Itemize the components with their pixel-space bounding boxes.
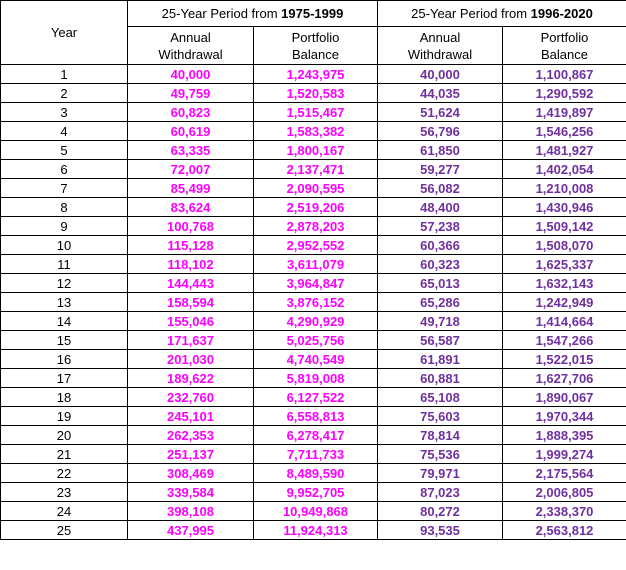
period1-withdrawal-cell: 100,768 xyxy=(128,217,254,236)
year-cell: 10 xyxy=(1,236,128,255)
table-row xyxy=(1,483,626,502)
table-row xyxy=(1,255,626,274)
period2-withdrawal-header xyxy=(378,27,503,65)
period1-balance-cell: 8,489,590 xyxy=(254,464,378,483)
period2-withdrawal-cell: 56,796 xyxy=(378,122,503,141)
table-row xyxy=(1,445,626,464)
year-cell: 8 xyxy=(1,198,128,217)
year-cell: 7 xyxy=(1,179,128,198)
withdrawal-header-line2: Withdrawal xyxy=(407,46,473,62)
year-header-label: Year xyxy=(50,25,78,40)
period1-withdrawal-cell: 189,622 xyxy=(128,369,254,388)
period2-balance-cell: 2,563,812 xyxy=(503,521,626,540)
year-cell: 5 xyxy=(1,141,128,160)
period1-balance-cell: 6,127,522 xyxy=(254,388,378,407)
year-cell: 2 xyxy=(1,84,128,103)
year-cell: 18 xyxy=(1,388,128,407)
period2-balance-cell: 1,970,344 xyxy=(503,407,626,426)
year-cell: 1 xyxy=(1,65,128,84)
period2-withdrawal-cell: 59,277 xyxy=(378,160,503,179)
period2-withdrawal-cell: 60,323 xyxy=(378,255,503,274)
period2-withdrawal-cell: 61,850 xyxy=(378,141,503,160)
period1-withdrawal-cell: 85,499 xyxy=(128,179,254,198)
period1-balance-cell: 5,025,756 xyxy=(254,331,378,350)
period1-withdrawal-cell: 201,030 xyxy=(128,350,254,369)
period1-withdrawal-cell: 262,353 xyxy=(128,426,254,445)
table-row xyxy=(1,312,626,331)
period1-balance-cell: 1,515,467 xyxy=(254,103,378,122)
period2-withdrawal-cell: 61,891 xyxy=(378,350,503,369)
year-cell: 17 xyxy=(1,369,128,388)
period2-withdrawal-cell: 51,624 xyxy=(378,103,503,122)
period1-balance-cell: 1,583,382 xyxy=(254,122,378,141)
table-row xyxy=(1,331,626,350)
year-cell: 11 xyxy=(1,255,128,274)
period1-header xyxy=(128,1,378,27)
period1-withdrawal-cell: 49,759 xyxy=(128,84,254,103)
table-row xyxy=(1,407,626,426)
balance-header-line1: Portfolio xyxy=(291,29,340,45)
period1-withdrawal-cell: 63,335 xyxy=(128,141,254,160)
year-cell: 6 xyxy=(1,160,128,179)
year-cell: 19 xyxy=(1,407,128,426)
period2-balance-cell: 1,522,015 xyxy=(503,350,626,369)
period2-withdrawal-cell: 75,603 xyxy=(378,407,503,426)
period1-withdrawal-cell: 158,594 xyxy=(128,293,254,312)
period1-balance-cell: 1,520,583 xyxy=(254,84,378,103)
header-row-periods xyxy=(1,1,626,27)
period1-balance-cell: 2,952,552 xyxy=(254,236,378,255)
period1-withdrawal-cell: 60,823 xyxy=(128,103,254,122)
table-row xyxy=(1,141,626,160)
table-row xyxy=(1,122,626,141)
period2-balance-cell: 1,888,395 xyxy=(503,426,626,445)
period2-balance-cell: 1,414,664 xyxy=(503,312,626,331)
period2-header xyxy=(378,1,626,27)
table-row xyxy=(1,502,626,521)
period2-withdrawal-cell: 87,023 xyxy=(378,483,503,502)
year-cell: 25 xyxy=(1,521,128,540)
table-row xyxy=(1,350,626,369)
period2-withdrawal-cell: 65,013 xyxy=(378,274,503,293)
period2-withdrawal-cell: 57,238 xyxy=(378,217,503,236)
year-cell: 13 xyxy=(1,293,128,312)
period2-withdrawal-cell: 78,814 xyxy=(378,426,503,445)
period1-balance-cell: 5,819,008 xyxy=(254,369,378,388)
period1-withdrawal-cell: 232,760 xyxy=(128,388,254,407)
period2-balance-cell: 2,175,564 xyxy=(503,464,626,483)
period2-withdrawal-cell: 80,272 xyxy=(378,502,503,521)
period1-balance-cell: 2,137,471 xyxy=(254,160,378,179)
table-row xyxy=(1,464,626,483)
period2-balance-cell: 1,508,070 xyxy=(503,236,626,255)
table-row xyxy=(1,65,626,84)
table-row xyxy=(1,160,626,179)
period1-balance-cell: 2,878,203 xyxy=(254,217,378,236)
period1-balance-cell: 6,558,813 xyxy=(254,407,378,426)
period2-withdrawal-cell: 60,881 xyxy=(378,369,503,388)
period1-header-range: 1975-1999 xyxy=(281,6,344,21)
table-row xyxy=(1,198,626,217)
period1-withdrawal-cell: 144,443 xyxy=(128,274,254,293)
period2-withdrawal-cell: 56,082 xyxy=(378,179,503,198)
period1-balance-cell: 3,611,079 xyxy=(254,255,378,274)
period1-balance-cell: 9,952,705 xyxy=(254,483,378,502)
period1-balance-header xyxy=(254,27,378,65)
period1-balance-cell: 1,243,975 xyxy=(254,65,378,84)
period1-withdrawal-cell: 251,137 xyxy=(128,445,254,464)
period2-header-prefix: 25-Year Period from xyxy=(411,6,531,21)
period2-balance-cell: 1,402,054 xyxy=(503,160,626,179)
period1-balance-cell: 10,949,868 xyxy=(254,502,378,521)
period2-balance-cell: 1,419,897 xyxy=(503,103,626,122)
period2-withdrawal-cell: 65,108 xyxy=(378,388,503,407)
year-cell: 16 xyxy=(1,350,128,369)
period2-header-range: 1996-2020 xyxy=(530,6,593,21)
period1-balance-cell: 7,711,733 xyxy=(254,445,378,464)
period2-balance-cell: 2,338,370 xyxy=(503,502,626,521)
year-cell: 4 xyxy=(1,122,128,141)
period2-withdrawal-cell: 48,400 xyxy=(378,198,503,217)
year-cell: 20 xyxy=(1,426,128,445)
period1-withdrawal-cell: 72,007 xyxy=(128,160,254,179)
period1-balance-cell: 2,090,595 xyxy=(254,179,378,198)
period1-withdrawal-cell: 398,108 xyxy=(128,502,254,521)
year-cell: 22 xyxy=(1,464,128,483)
table-row xyxy=(1,179,626,198)
period1-withdrawal-cell: 308,469 xyxy=(128,464,254,483)
year-cell: 24 xyxy=(1,502,128,521)
period2-balance-cell: 1,290,592 xyxy=(503,84,626,103)
period1-withdrawal-cell: 155,046 xyxy=(128,312,254,331)
period1-withdrawal-cell: 83,624 xyxy=(128,198,254,217)
table-row xyxy=(1,84,626,103)
period2-withdrawal-cell: 49,718 xyxy=(378,312,503,331)
withdrawal-header-line1: Annual xyxy=(419,29,461,45)
period2-balance-cell: 2,006,805 xyxy=(503,483,626,502)
withdrawal-header-line1: Annual xyxy=(170,29,211,45)
period2-balance-cell: 1,546,256 xyxy=(503,122,626,141)
period2-balance-header xyxy=(503,27,626,65)
year-cell: 14 xyxy=(1,312,128,331)
period1-withdrawal-cell: 60,619 xyxy=(128,122,254,141)
table-row xyxy=(1,274,626,293)
period1-withdrawal-cell: 118,102 xyxy=(128,255,254,274)
year-cell: 15 xyxy=(1,331,128,350)
period2-balance-cell: 1,509,142 xyxy=(503,217,626,236)
period1-balance-cell: 11,924,313 xyxy=(254,521,378,540)
period1-balance-cell: 2,519,206 xyxy=(254,198,378,217)
period2-balance-cell: 1,627,706 xyxy=(503,369,626,388)
period2-withdrawal-cell: 75,536 xyxy=(378,445,503,464)
period2-withdrawal-cell: 79,971 xyxy=(378,464,503,483)
period2-balance-cell: 1,547,266 xyxy=(503,331,626,350)
period2-balance-cell: 1,999,274 xyxy=(503,445,626,464)
period1-header-prefix: 25-Year Period from xyxy=(161,6,282,21)
withdrawal-header-line2: Withdrawal xyxy=(158,46,223,62)
period1-balance-cell: 3,876,152 xyxy=(254,293,378,312)
year-column-header xyxy=(1,1,128,65)
table-row xyxy=(1,369,626,388)
period2-balance-cell: 1,890,067 xyxy=(503,388,626,407)
period2-withdrawal-cell: 60,366 xyxy=(378,236,503,255)
period2-balance-cell: 1,481,927 xyxy=(503,141,626,160)
period1-balance-cell: 1,800,167 xyxy=(254,141,378,160)
period2-withdrawal-cell: 65,286 xyxy=(378,293,503,312)
period1-withdrawal-cell: 437,995 xyxy=(128,521,254,540)
table-row xyxy=(1,236,626,255)
period2-balance-cell: 1,632,143 xyxy=(503,274,626,293)
year-cell: 3 xyxy=(1,103,128,122)
year-cell: 12 xyxy=(1,274,128,293)
table-row xyxy=(1,388,626,407)
table-row xyxy=(1,521,626,540)
year-cell: 23 xyxy=(1,483,128,502)
period2-balance-cell: 1,242,949 xyxy=(503,293,626,312)
balance-header-line2: Balance xyxy=(541,46,588,62)
period2-balance-cell: 1,430,946 xyxy=(503,198,626,217)
period1-balance-cell: 4,740,549 xyxy=(254,350,378,369)
period2-balance-cell: 1,100,867 xyxy=(503,65,626,84)
balance-header-line2: Balance xyxy=(292,46,339,62)
table-body xyxy=(1,65,626,540)
period1-balance-cell: 3,964,847 xyxy=(254,274,378,293)
year-cell: 21 xyxy=(1,445,128,464)
table-row xyxy=(1,293,626,312)
period1-withdrawal-cell: 245,101 xyxy=(128,407,254,426)
table-row xyxy=(1,103,626,122)
period1-withdrawal-cell: 339,584 xyxy=(128,483,254,502)
period2-withdrawal-cell: 56,587 xyxy=(378,331,503,350)
period1-balance-cell: 6,278,417 xyxy=(254,426,378,445)
period1-withdrawal-cell: 40,000 xyxy=(128,65,254,84)
period1-withdrawal-cell: 115,128 xyxy=(128,236,254,255)
period2-balance-cell: 1,625,337 xyxy=(503,255,626,274)
period2-withdrawal-cell: 44,035 xyxy=(378,84,503,103)
period2-balance-cell: 1,210,008 xyxy=(503,179,626,198)
period1-balance-cell: 4,290,929 xyxy=(254,312,378,331)
period2-withdrawal-cell: 93,535 xyxy=(378,521,503,540)
year-cell: 9 xyxy=(1,217,128,236)
table-row xyxy=(1,217,626,236)
period2-withdrawal-cell: 40,000 xyxy=(378,65,503,84)
table-row xyxy=(1,426,626,445)
period1-withdrawal-cell: 171,637 xyxy=(128,331,254,350)
balance-header-line1: Portfolio xyxy=(540,29,589,45)
period1-withdrawal-header xyxy=(128,27,254,65)
